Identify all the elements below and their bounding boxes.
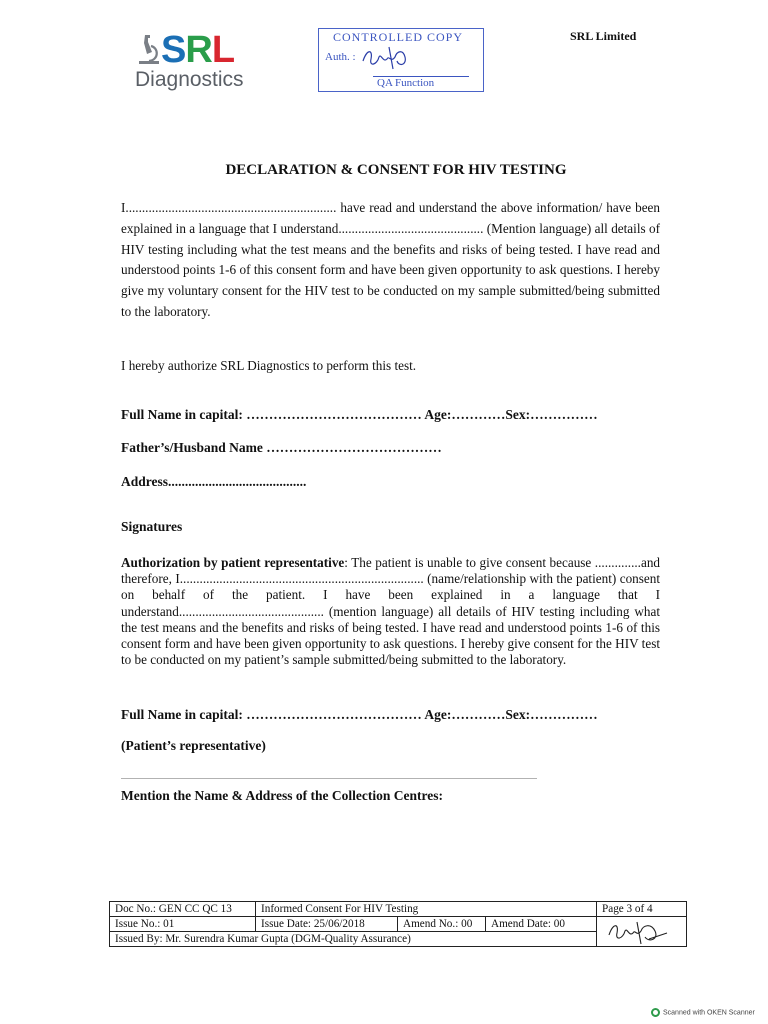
microscope-icon [135,32,163,66]
patient-representative-label: (Patient’s representative) [121,738,266,753]
representative-text: : The patient is unable to give consent because ..............and therefore, I.......................................................................... (name/relationship with the patient) consent on behalf of the patient. I have been explained in a language that I understand............................................ (mention language) all details of HIV testing including what the test means and the benefits and risks of being tested. I have read and understood points 1-6 of this consent form and have been given opportunity to ask questions. I hereby give consent for the HIV test to be conducted on my patient’s sample submitted/being submitted to the laboratory. [121,555,661,668]
logo-srl-text: SRL [161,29,235,71]
srl-diagnostics-logo [133,30,263,94]
logo-subtitle: Diagnostics [135,68,244,91]
consent-paragraph: I................................................................ have read and understand the above information/ have been explained in a language that I understand............................................ (Mention language) all details of HIV testing including what the test means and the benefits and risks of being tested. I have read and understood points 1-6 of this consent form and have been given opportunity to ask questions. I hereby give my voluntary consent for the HIV test to be conducted on my sample submitted/being submitted to the laboratory. [121,200,660,319]
page-number: Page 3 of 4 [597,902,687,917]
representative-lead: Authorization by patient representative [121,555,345,570]
address-field: Address......................................... [121,474,307,489]
controlled-copy-stamp [318,28,484,92]
dotted-separator: ................................................................................................................................................................................................................ [121,772,537,781]
issue-number: Issue No.: 01 [110,917,256,932]
issue-date: Issue Date: 25/06/2018 [256,917,398,932]
approval-signature-cell [597,917,687,947]
signature-icon [605,919,669,947]
stamp-title: CONTROLLED COPY [333,30,464,44]
document-control-table [109,901,687,947]
stamp-auth-label: Auth. : [325,51,356,63]
scanner-logo-icon [651,1008,660,1017]
scanner-watermark [651,1008,755,1017]
representative-paragraph [121,555,660,668]
full-name-field: Full Name in capital: ………………………………… Age:…………Sex:…………… [121,407,598,422]
father-husband-name-field: Father’s/Husband Name ………………………………… [121,440,442,455]
document-title: DECLARATION & CONSENT FOR HIV TESTING [225,162,567,178]
scanner-text: Scanned with OKEN Scanner [663,1009,755,1017]
doc-title: Informed Consent For HIV Testing [256,902,597,917]
stamp-signature-icon [359,43,415,73]
amend-date: Amend Date: 00 [486,917,597,932]
collection-centres-heading: Mention the Name & Address of the Collection Centres: [121,788,443,803]
signatures-heading: Signatures [121,519,183,534]
doc-number: Doc No.: GEN CC QC 13 [110,902,256,917]
issued-by: Issued By: Mr. Surendra Kumar Gupta (DGM-Quality Assurance) [110,932,597,947]
company-name: SRL Limited [570,29,637,43]
amend-number: Amend No.: 00 [398,917,486,932]
authorization-paragraph: I hereby authorize SRL Diagnostics to perform this test. [121,358,417,373]
representative-full-name-field: Full Name in capital: ………………………………… Age:…………Sex:…………… [121,707,598,722]
stamp-function: QA Function [377,77,435,89]
